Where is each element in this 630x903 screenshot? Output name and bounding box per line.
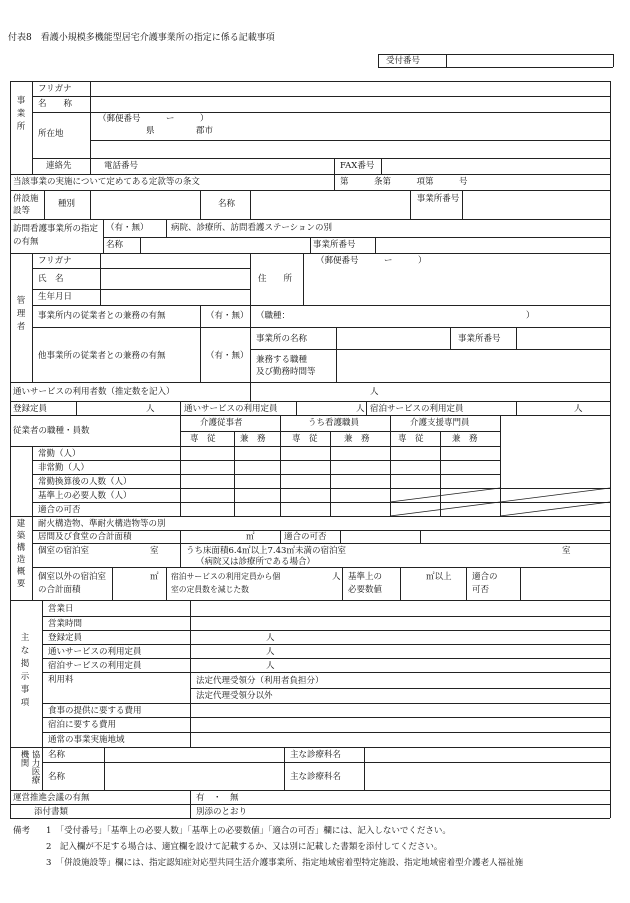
concurrent-in-job-label: （職種：	[256, 311, 291, 321]
table-rule	[42, 732, 610, 733]
staff-sub-part-1: 兼 務	[240, 434, 266, 444]
building-section-label: 建築構造概要	[16, 519, 26, 589]
fireproof-label: 耐火構造物、準耐火構造物等の別	[38, 519, 166, 529]
office-fax-label: FAX番号	[340, 161, 375, 171]
manager-name-label: 氏 名	[38, 274, 64, 284]
dining-area-unit: ㎡	[246, 532, 255, 542]
office-address-label: 所在地	[38, 129, 64, 139]
users-label: 通いサービスの利用者数（推定数を記入）	[13, 387, 175, 397]
table-rule	[420, 530, 421, 543]
notice-section-label: 主な掲示事項	[20, 633, 30, 708]
office-address-field[interactable]	[92, 142, 607, 156]
notice-stay-cost: 宿泊に要する費用	[48, 720, 117, 730]
table-rule	[342, 567, 343, 600]
visiting-office-no-label: 事業所番号	[313, 240, 356, 250]
note-3: 3 「併設施設等」欄には、指定認知症対応型共同生活介護事業所、指定地域密着型特定施設、指定地域密着型介護老人福祉施	[46, 858, 524, 868]
table-rule	[32, 567, 610, 568]
staff-sub-part-2: 兼 務	[344, 434, 370, 444]
table-rule	[42, 717, 610, 718]
dining-fit-label: 適合の可否	[284, 532, 327, 542]
day-capacity-unit: 人	[356, 404, 365, 414]
table-rule	[42, 644, 610, 645]
attach-value: 別添のとおり	[196, 807, 248, 817]
table-rule	[10, 747, 610, 748]
notes-head: 備考	[13, 826, 31, 836]
building-fit-label-2: 可否	[472, 585, 490, 595]
table-rule	[280, 530, 281, 543]
meeting-yes-no[interactable]: 有 ・ 無	[196, 793, 239, 803]
staff-sub-full-2: 専 従	[292, 434, 318, 444]
concurrent-in-label: 事業所内の従業者との兼務の有無	[38, 311, 166, 321]
standard-value-label-1: 基準上の	[348, 572, 383, 582]
building-fit-label-1: 適合の	[472, 572, 498, 582]
standard-value-label-2: 必要数値	[348, 585, 383, 595]
staff-row-fit: 適合の可否	[38, 505, 81, 515]
other-office-name-label: 事業所の名称	[256, 334, 308, 344]
registered-capacity-label: 登録定員	[13, 404, 48, 414]
table-rule	[42, 630, 610, 631]
nonprivate-label-2: の合計面積	[38, 585, 81, 595]
notice-registered: 登録定員	[48, 633, 83, 643]
office-name-label: 名 称	[38, 99, 73, 109]
table-rule	[284, 747, 285, 790]
stay-capacity-unit: 人	[574, 404, 583, 414]
table-rule	[42, 747, 43, 790]
table-rule	[32, 543, 610, 544]
manager-birth-label: 生年月日	[38, 292, 73, 302]
concurrent-in-job-close: ）	[526, 311, 535, 321]
visiting-name-label: 名称	[106, 240, 124, 250]
notice-business-days: 営業日	[48, 604, 74, 614]
visiting-kind-label: 病院、診療所、訪問看護ステーションの別	[171, 223, 332, 233]
office-city: 郡市	[196, 126, 214, 136]
regulation-article: 第 条第 項第 号	[340, 177, 468, 187]
stay-capacity-label: 宿泊サービスの利用定員	[370, 404, 464, 414]
staff-label: 従業者の職種・員数	[13, 426, 90, 436]
office-postal: （郵便番号 ー ）	[98, 114, 209, 124]
table-rule	[190, 600, 191, 747]
table-rule	[42, 616, 610, 617]
notice-stay-capacity-unit: 人	[266, 661, 275, 671]
nonprivate-label-1: 個室以外の宿泊室	[38, 572, 107, 582]
note-1: 1 「受付番号」「基準上の必要人数」「基準上の必要数値」「適合の可否」欄には、記入しないでください。	[46, 826, 451, 836]
small-rooms-label-1: うち床面積6.4㎡以上7.43㎡未満の宿泊室	[186, 546, 346, 556]
office-furigana-field[interactable]	[92, 83, 607, 95]
staff-col-nurse: うち看護職員	[308, 418, 360, 428]
private-rooms-unit: 室	[150, 546, 159, 556]
table-rule	[364, 747, 365, 790]
dining-area-label: 居間及び食堂の合計面積	[38, 532, 132, 542]
table-rule	[112, 567, 113, 600]
other-job-label-2: 及び勤務時間等	[256, 367, 316, 377]
medical-section-label: 協力医療機関	[19, 750, 40, 784]
annex-name-label: 名称	[218, 199, 236, 209]
notice-registered-unit: 人	[266, 633, 275, 643]
table-rule	[42, 600, 43, 747]
users-unit: 人	[370, 387, 379, 397]
nonprivate-unit: ㎡	[150, 572, 159, 582]
staff-col-manager: 介護支援専門員	[410, 418, 470, 428]
other-job-label-1: 兼務する職種	[256, 355, 308, 365]
manager-address-label: 住 所	[258, 274, 293, 284]
table-rule	[400, 567, 401, 600]
manager-name-field[interactable]	[102, 270, 248, 288]
table-rule	[190, 688, 610, 689]
notice-service-area: 通常の事業実施地域	[48, 735, 125, 745]
table-rule	[180, 530, 181, 543]
notice-fee-other: 法定代理受領分以外	[196, 691, 273, 701]
staff-row-converted: 常勤換算後の人数（人）	[38, 477, 132, 487]
table-rule	[42, 658, 610, 659]
attach-label: 添付書類	[34, 807, 69, 817]
standard-value-unit: ㎡以上	[426, 572, 452, 582]
table-rule	[32, 516, 33, 600]
notice-day-capacity: 通いサービスの利用定員	[48, 647, 142, 657]
manager-furigana-label: フリガナ	[38, 256, 72, 266]
concurrent-in-yes-no[interactable]: （有・無）	[206, 311, 249, 321]
manager-section-label: 管理者	[16, 296, 26, 332]
table-rule	[42, 672, 610, 673]
table-rule	[520, 567, 521, 600]
day-capacity-label: 通いサービスの利用定員	[184, 404, 278, 414]
table-rule	[180, 543, 181, 567]
notice-day-capacity-unit: 人	[266, 647, 275, 657]
note-2: 2 記入欄が不足する場合は、適宜欄を設けて記載するか、又は別に記載した書類を添付してください。	[46, 842, 443, 852]
meeting-label: 運営推進会議の有無	[13, 793, 90, 803]
office-section-label: 事業所	[16, 96, 26, 132]
office-contact-label: 連絡先	[46, 161, 72, 171]
annex-type-label: 種別	[58, 199, 76, 209]
table-rule	[10, 804, 610, 805]
staff-sub-full-1: 専 従	[190, 434, 216, 444]
table-rule	[32, 530, 610, 531]
office-phone-label: 電話番号	[104, 161, 139, 171]
table-rule	[10, 790, 610, 791]
stay-minus-private-unit: 人	[332, 572, 341, 582]
office-furigana-label: フリガナ	[38, 84, 72, 94]
annex-office-no-label: 事業所番号	[416, 194, 460, 204]
notice-fee: 利用料	[48, 675, 74, 685]
document-title: 付表8 看護小規模多機能型居宅介護事業所の指定に係る記載事項	[8, 33, 275, 43]
notice-meal-cost: 食事の提供に要する費用	[48, 706, 142, 716]
concurrent-other-yes-no[interactable]: （有・無）	[206, 351, 249, 361]
receipt-number-label: 受付番号	[386, 56, 421, 66]
concurrent-other-label: 他事業所の従業者との兼務の有無	[38, 351, 166, 361]
medical-name-label-2: 名称	[48, 772, 66, 782]
regulation-label: 当該事業の実施について定めてある定款等の条文	[13, 177, 200, 187]
table-rule	[340, 530, 341, 543]
private-rooms-label: 個室の宿泊室	[38, 546, 90, 556]
visiting-yes-no[interactable]: （有・無）	[106, 223, 149, 233]
staff-sub-full-3: 専 従	[398, 434, 424, 444]
table-rule	[466, 567, 467, 600]
staff-col-care: 介護従事者	[200, 418, 243, 428]
table-rule	[10, 600, 610, 601]
notice-fee-proxy: 法定代理受領分（利用者負担分）	[196, 676, 324, 686]
staff-row-parttime: 非常勤（人）	[38, 463, 90, 473]
registered-capacity-unit: 人	[146, 404, 155, 414]
table-rule	[42, 703, 610, 704]
manager-postal: （郵便番号 ー ）	[316, 256, 427, 266]
medical-dept-label-2: 主な診療科名	[290, 772, 342, 782]
medical-name-label-1: 名称	[48, 750, 66, 760]
office-prefecture: 県	[146, 126, 155, 136]
stay-minus-private-label-2: 室の定員数を減じた数	[171, 585, 249, 594]
small-rooms-label-2: （病院又は診療所である場合）	[196, 557, 316, 567]
visiting-nurse-label: 訪問看護事業所の指定の有無	[13, 224, 99, 247]
table-rule	[166, 567, 167, 600]
small-rooms-unit: 室	[562, 546, 571, 556]
other-office-no-label: 事業所番号	[458, 334, 501, 344]
staff-row-fulltime: 常勤（人）	[38, 449, 81, 459]
notice-stay-capacity: 宿泊サービスの利用定員	[48, 661, 142, 671]
annex-label: 併設施設等	[13, 194, 39, 216]
staff-sub-part-3: 兼 務	[452, 434, 478, 444]
stay-minus-private-label-1: 宿泊サービスの利用定員から個	[171, 572, 281, 581]
notice-business-hours: 営業時間	[48, 619, 83, 629]
staff-row-required: 基準上の必要人数（人）	[38, 491, 132, 501]
medical-dept-label-1: 主な診療科名	[290, 750, 342, 760]
table-rule	[104, 747, 105, 790]
table-rule	[10, 516, 610, 517]
table-rule	[42, 762, 610, 763]
office-name-field[interactable]	[92, 98, 607, 111]
